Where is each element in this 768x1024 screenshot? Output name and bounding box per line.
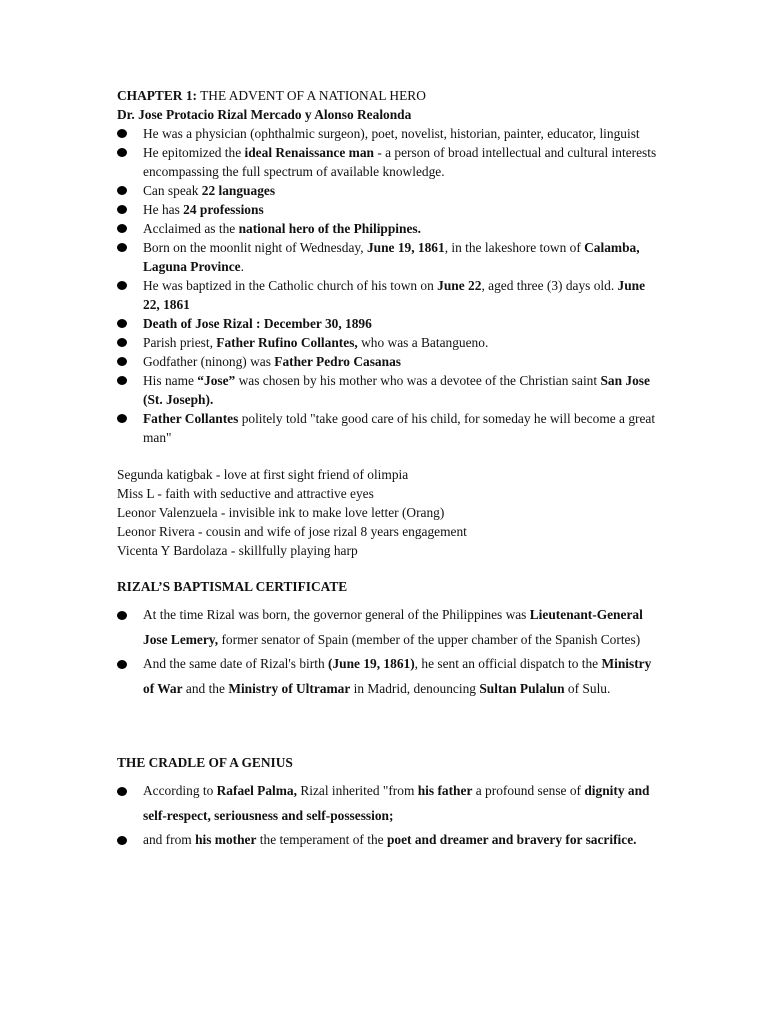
body-text: . [240, 259, 244, 274]
body-text: , he sent an official dispatch to the [414, 656, 602, 671]
baptismal-bullet-list [117, 603, 657, 701]
bullet-dot-icon [117, 836, 127, 845]
note-line: Leonor Valenzuela - invisible ink to make love letter (Orang) [117, 505, 445, 520]
bullet-item [117, 333, 657, 352]
body-text: , aged three (3) days old. [481, 278, 618, 293]
body-text: in Madrid, denouncing [350, 680, 480, 696]
bold-text: Father Collantes [143, 411, 239, 426]
cradle-heading-text: THE CRADLE OF A GENIUS [117, 755, 293, 770]
bullet-item [117, 352, 657, 371]
bold-text: Death of Jose Rizal : December 30, 1896 [143, 316, 372, 331]
note-line: Vicenta Y Bardolaza - skillfully playing harp [117, 543, 358, 558]
body-text: former senator of Spain (member of the upper chamber of the Spanish Cortes) [218, 631, 641, 647]
bold-text: his mother [195, 832, 257, 847]
body-text: Acclaimed as the [143, 221, 239, 236]
bold-text: Calamba, Laguna Province [143, 240, 640, 274]
bold-text: Ministry of Ultramar [228, 680, 351, 696]
body-text: According to [143, 783, 217, 798]
bold-text: Father Rufino Collantes, [216, 335, 358, 350]
note-line: Miss L - faith with seductive and attractive eyes [117, 486, 374, 501]
body-text: was chosen by his mother who was a devotee of the Christian saint [235, 373, 601, 388]
bullet-dot-icon [117, 357, 127, 366]
cradle-bullet-list [117, 779, 657, 853]
chapter-title: THE ADVENT OF A NATIONAL HERO [196, 88, 426, 103]
bullet-item [117, 238, 657, 276]
bullet-dot-icon [117, 376, 127, 385]
bullet-dot-icon [117, 787, 127, 796]
bullet-dot-icon [117, 224, 127, 233]
bullet-item [117, 276, 657, 314]
bold-text: Rafael Palma, [216, 783, 297, 798]
body-text: He has [143, 202, 184, 217]
bold-text: (June 19, 1861) [328, 656, 415, 671]
body-text: Rizal inherited "from [296, 783, 418, 798]
body-text: And the same date of Rizal's birth [143, 656, 328, 671]
body-text: and from [143, 832, 196, 847]
body-text: "take good care of his child, for someday he will become a great man" [143, 411, 656, 445]
bold-text: Ministry of War [143, 656, 652, 696]
bold-text: Sultan Pulalun [479, 680, 565, 696]
baptismal-heading-text: RIZAL’S BAPTISMAL CERTIFICATE [117, 579, 348, 594]
bold-text: San Jose (St. Joseph). [143, 373, 650, 407]
body-text: a profound sense of [472, 783, 585, 798]
chapter-heading [117, 86, 657, 105]
bullet-dot-icon [117, 660, 127, 669]
bold-text: June 19, 1861 [366, 240, 445, 255]
body-text: Parish priest, [143, 335, 217, 350]
bold-text: Lieutenant-General Jose Lemery, [143, 607, 643, 647]
note-line: Segunda katigbak - love at first sight friend of olimpia [117, 467, 409, 482]
body-text: the temperament of the [256, 832, 387, 847]
bold-text: national hero of the Philippines. [238, 221, 421, 236]
full-name-text: Dr. Jose Protacio Rizal Mercado y Alonso Realonda [117, 107, 412, 122]
bullet-item [117, 779, 657, 828]
bold-text: June 22, 1861 [143, 278, 646, 312]
bullet-dot-icon [117, 338, 127, 347]
bullet-item [117, 652, 657, 701]
bullet-dot-icon [117, 205, 127, 214]
bullet-dot-icon [117, 414, 127, 423]
bold-text: dignity and self-respect, seriousness and self-possession; [143, 783, 650, 823]
bullet-item [117, 828, 657, 853]
body-text: Born on the moonlit night of Wednesday, [143, 240, 367, 255]
bold-text: June 22 [437, 278, 482, 293]
bullet-item [117, 219, 657, 238]
chapter-label: CHAPTER 1: [117, 88, 197, 103]
bold-text: 24 professions [183, 202, 264, 217]
body-text: He epitomized the [143, 145, 245, 160]
bullet-item [117, 603, 657, 652]
body-text: His name [143, 373, 198, 388]
body-text: who was a Batangueno. [357, 335, 489, 350]
full-name [117, 105, 657, 124]
body-text: At the time Rizal was born, the governor general of the Philippines was [143, 607, 530, 622]
body-text: He was baptized in the Catholic church of his town on [143, 278, 438, 293]
body-text: politely told [238, 411, 311, 426]
body-text: of Sulu. [564, 680, 611, 696]
bold-text: 22 languages [201, 183, 276, 198]
baptismal-heading [117, 577, 657, 596]
body-text: He was a physician (ophthalmic surgeon), poet, novelist, historian, painter, educator, linguist [143, 126, 640, 141]
bold-text: “Jose” [197, 373, 236, 388]
bullet-dot-icon [117, 186, 127, 195]
bullet-dot-icon [117, 319, 127, 328]
note-line: Leonor Rivera - cousin and wife of jose rizal 8 years engagement [117, 524, 467, 539]
bullet-dot-icon [117, 148, 127, 157]
body-text: , in the lakeshore town of [444, 240, 585, 255]
bullet-item [117, 371, 657, 409]
bullet-item [117, 314, 657, 333]
bold-text: his father [417, 783, 473, 798]
intro-bullet-list [117, 124, 657, 447]
bullet-item [117, 143, 657, 181]
bold-text: Father Pedro Casanas [274, 354, 401, 369]
bullet-dot-icon [117, 611, 127, 620]
notes-list [117, 465, 657, 560]
bullet-item [117, 124, 657, 143]
bullet-item [117, 181, 657, 200]
body-text: - a person of broad intellectual and cultural interests encompassing the full spectrum of available knowledge. [143, 145, 657, 179]
bullet-item [117, 200, 657, 219]
bullet-dot-icon [117, 281, 127, 290]
cradle-heading [117, 753, 657, 772]
bold-text: poet and dreamer and bravery for sacrifice. [386, 832, 637, 847]
body-text: Godfather (ninong) was [143, 354, 275, 369]
document-page [117, 86, 657, 853]
body-text: and the [182, 680, 229, 696]
bullet-item [117, 409, 657, 447]
bullet-dot-icon [117, 129, 127, 138]
bold-text: ideal Renaissance man [244, 145, 374, 160]
bullet-dot-icon [117, 243, 127, 252]
body-text: Can speak [143, 183, 202, 198]
